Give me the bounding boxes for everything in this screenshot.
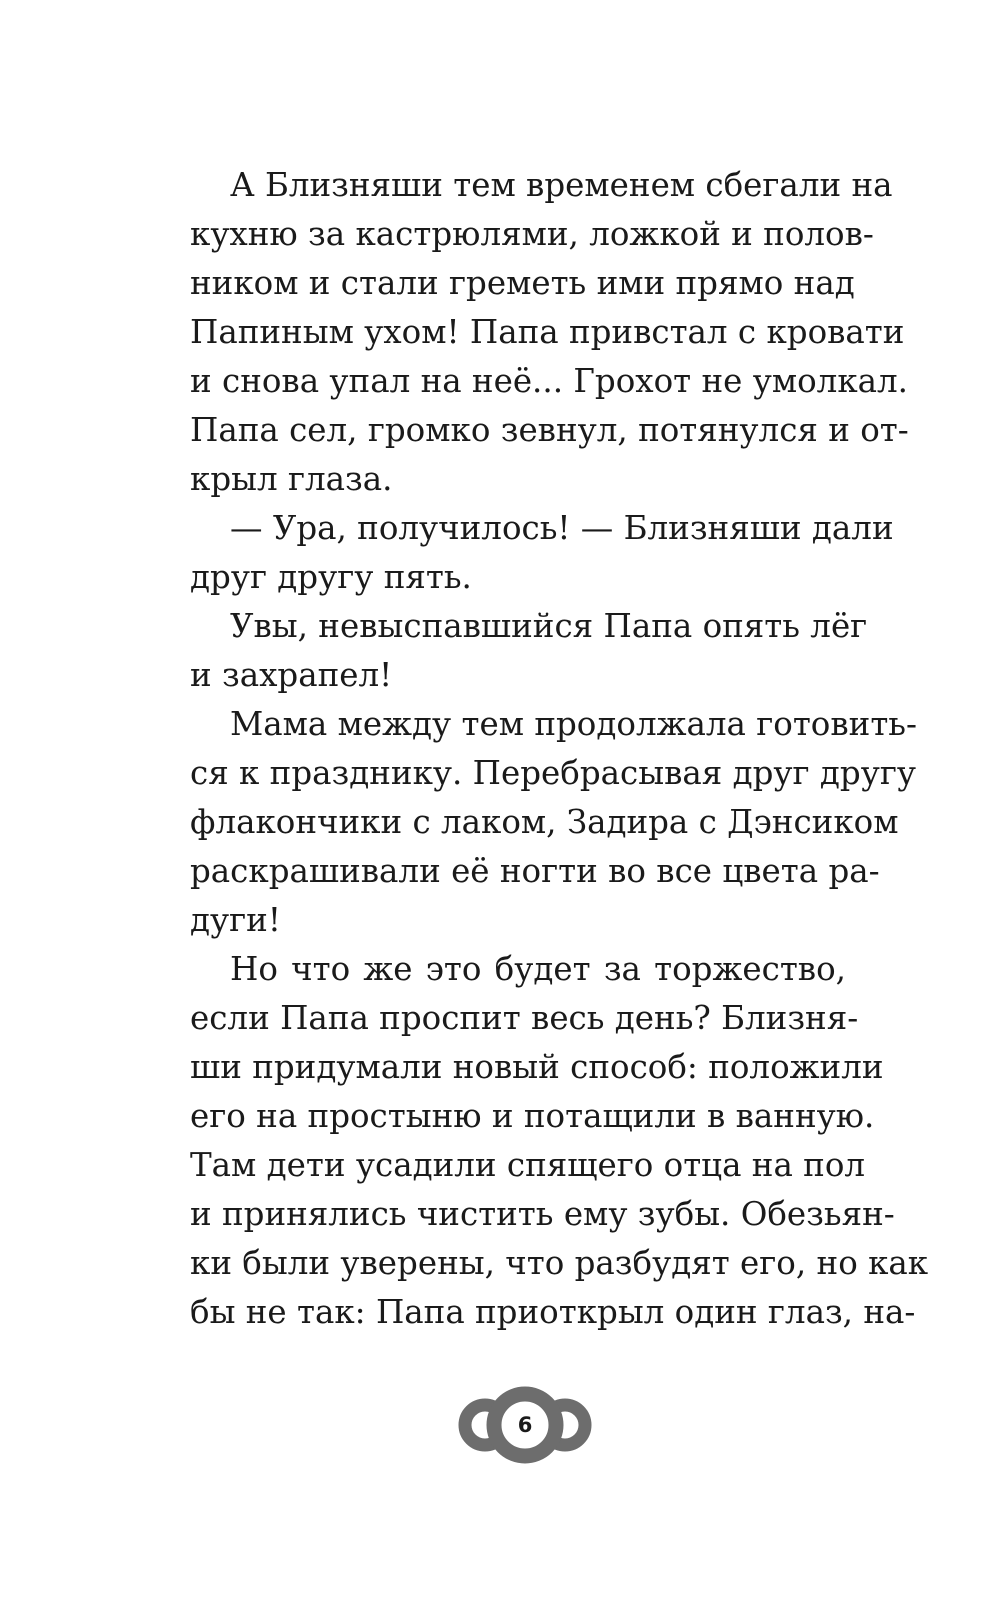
text-line: ником и стали греметь ими прямо над xyxy=(190,264,855,302)
text-line: и снова упал на неё... Грохот не умолкал. xyxy=(190,362,908,400)
text-line: ши придумали новый способ: положили xyxy=(190,1048,884,1086)
text-line: Папа сел, громко зевнул, потянулся и от- xyxy=(190,411,909,449)
text-line: А Близняши тем временем сбегали на xyxy=(230,166,893,204)
body-text xyxy=(190,161,929,1337)
text-line: Увы, невыспавшийся Папа опять лёг xyxy=(230,607,868,645)
text-line: раскрашивали её ногти во все цвета ра- xyxy=(190,852,880,890)
text-line: друг другу пять. xyxy=(190,558,472,596)
text-line: кухню за кастрюлями, ложкой и полов- xyxy=(190,215,874,253)
text-line: дуги! xyxy=(190,901,281,939)
text-line: ся к празднику. Перебрасывая друг другу xyxy=(190,754,916,792)
text-line: Папиным ухом! Папа привстал с кровати xyxy=(190,313,905,351)
text-line: флакончики с лаком, Задира с Дэнсиком xyxy=(190,803,899,841)
page-number-badge xyxy=(455,1384,595,1466)
text-line: и захрапел! xyxy=(190,656,393,694)
text-line: ки были уверены, что разбудят его, но как xyxy=(190,1244,929,1282)
text-line: если Папа проспит весь день? Близня- xyxy=(190,999,859,1037)
page-number: 6 xyxy=(517,1413,533,1437)
text-line: бы не так: Папа приоткрыл один глаз, на- xyxy=(190,1293,916,1331)
text-line: Там дети усадили спящего отца на пол xyxy=(190,1146,866,1184)
text-line: Но что же это будет за торжество, xyxy=(230,950,846,988)
text-line: его на простыню и потащили в ванную. xyxy=(190,1097,875,1135)
text-line: Мама между тем продолжала готовить- xyxy=(230,705,917,743)
text-line: и принялись чистить ему зубы. Обезьян- xyxy=(190,1195,895,1233)
text-line: — Ура, получилось! — Близняши дали xyxy=(230,509,894,547)
text-line: крыл глаза. xyxy=(190,460,393,498)
